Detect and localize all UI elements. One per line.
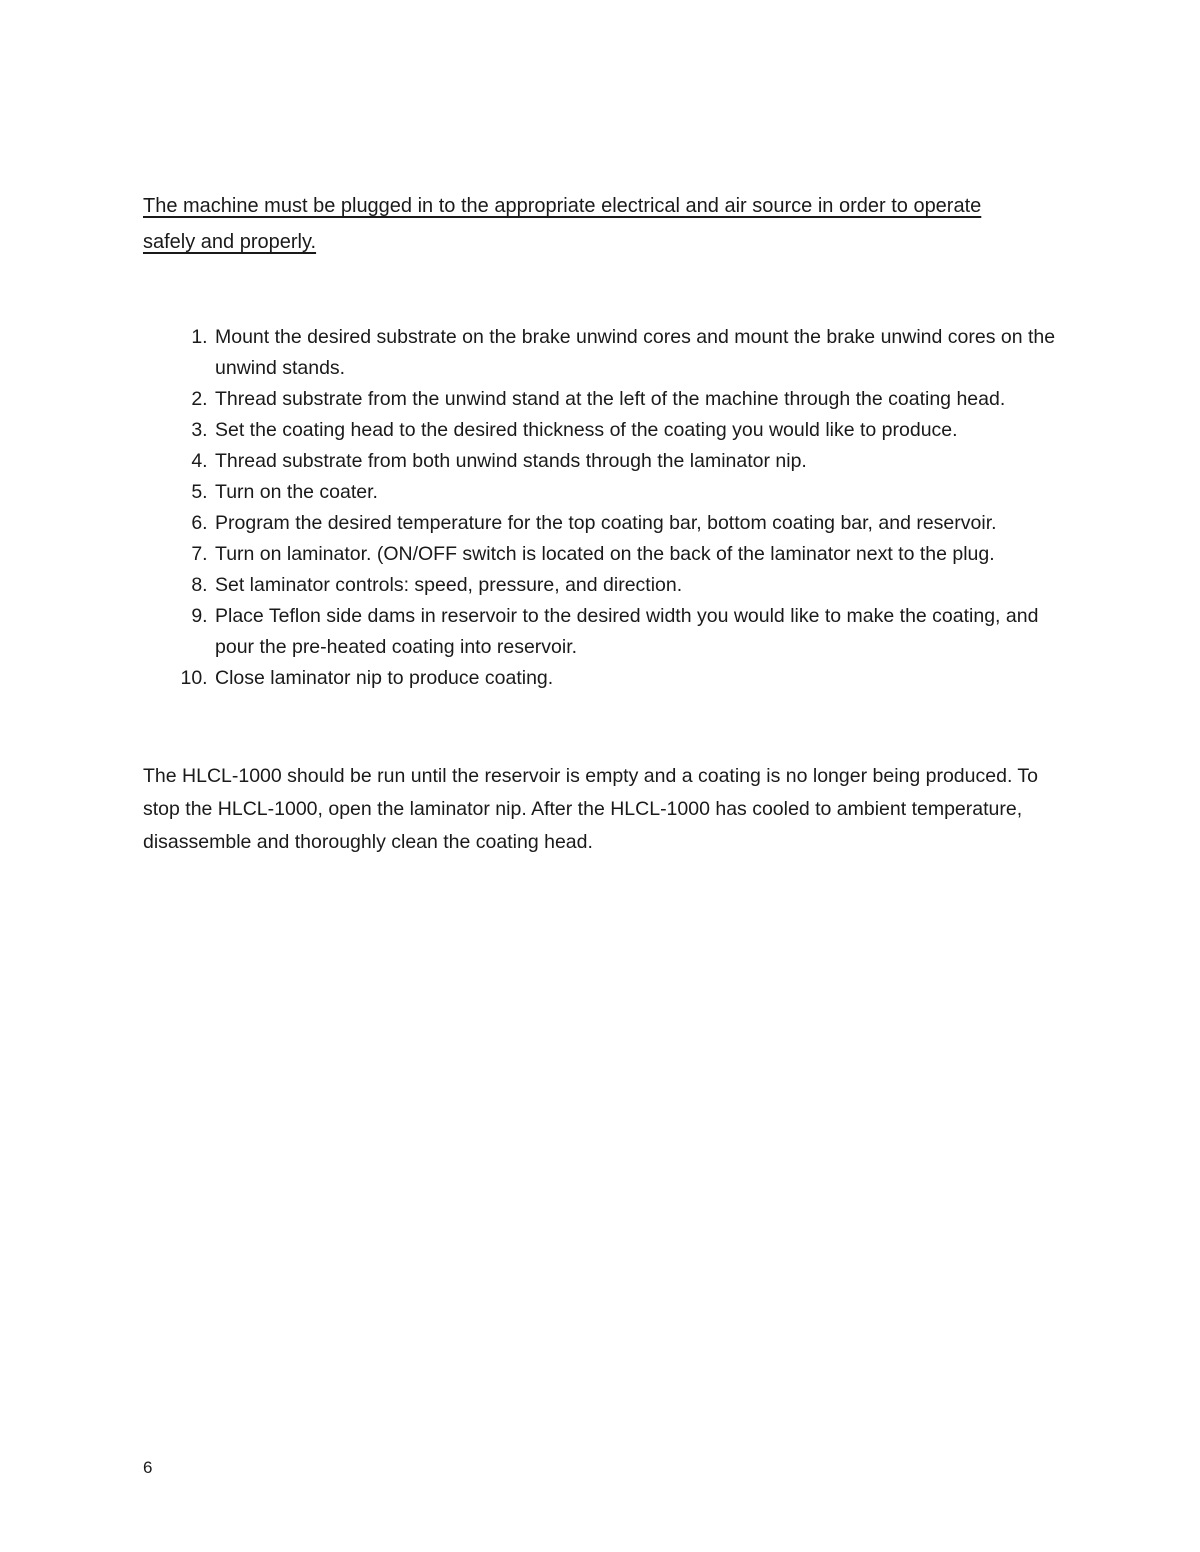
- closing-paragraph: The HLCL-1000 should be run until the reservoir is empty and a coating is no longer being produced. To stop the HLCL-1000, open the laminator nip. After the HLCL-1000 has cooled to ambient temperature, disassemble and thoroughly clean the coating head.: [143, 765, 1039, 853]
- list-item: 3. Set the coating head to the desired thickness of the coating you would like to produce.: [213, 415, 1060, 446]
- procedure-list: [143, 322, 1060, 694]
- list-item: 4. Thread substrate from both unwind stands through the laminator nip.: [213, 446, 1060, 477]
- list-item: 10. Close laminator nip to produce coating.: [213, 663, 1060, 694]
- list-item: 2. Thread substrate from the unwind stand at the left of the machine through the coating head.: [213, 384, 1060, 415]
- list-item: 7. Turn on laminator. (ON/OFF switch is located on the back of the laminator next to the plug.: [213, 539, 1060, 570]
- warning-heading: The machine must be plugged in to the appropriate electrical and air source in order to operate safely and properly.: [143, 195, 982, 253]
- list-item: 1. Mount the desired substrate on the brake unwind cores and mount the brake unwind cores on the unwind stands.: [213, 322, 1060, 384]
- page-number: 6: [143, 1458, 153, 1477]
- list-item: 9. Place Teflon side dams in reservoir to the desired width you would like to make the coating, and pour the pre-heated coating into reservoir.: [213, 601, 1060, 663]
- list-item: 8. Set laminator controls: speed, pressure, and direction.: [213, 570, 1060, 601]
- list-item: 6. Program the desired temperature for the top coating bar, bottom coating bar, and reservoir.: [213, 508, 1060, 539]
- list-item: 5. Turn on the coater.: [213, 477, 1060, 508]
